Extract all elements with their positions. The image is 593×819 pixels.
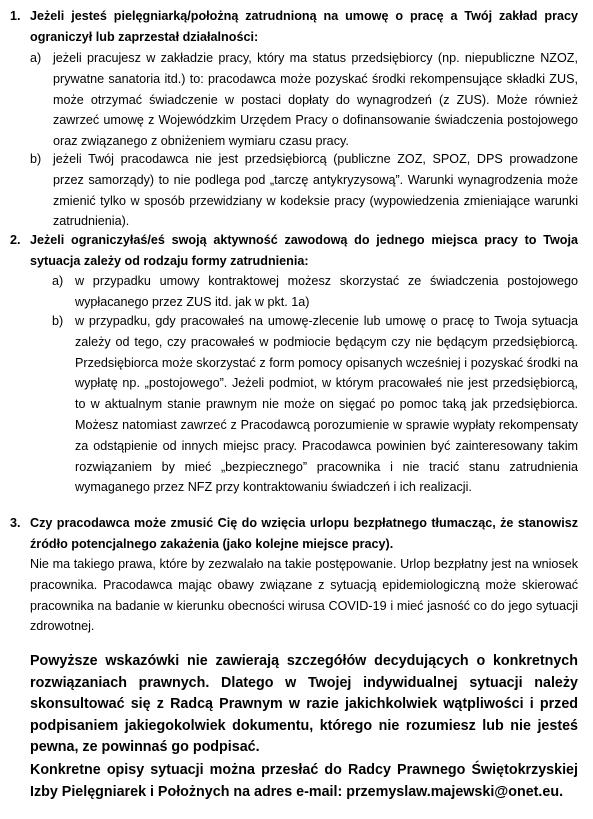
item-2a-label: a) <box>52 274 64 288</box>
item-1b-label: b) <box>30 152 42 166</box>
item-1-heading: Jeżeli jesteś pielęgniarką/położną zatrudnioną na umowę o pracę a Twój zakład pracy ograniczył lub zaprzestał działalności: <box>30 9 578 44</box>
item-3-heading: Czy pracodawca może zmusić Cię do wzięcia urlopu bezpłatnego tłumacząc, że stanowisz źródło potencjalnego zakażenia (jako kolejne miejsce pracy). <box>30 516 578 551</box>
item-2-heading: Jeżeli ograniczyłaś/eś swoją aktywność zawodową do jednego miejsca pracy to Twoja sytuacja zależy od rodzaju formy zatrudnienia: <box>30 233 578 268</box>
item-2b-label: b) <box>52 314 64 328</box>
contact-note: Konkretne opisy sytuacji można przesłać do Radcy Prawnego Świętokrzyskiej Izby Pielęgniarek i Położnych na adres e-mail: przemyslaw.majewski@onet.eu. <box>30 762 578 800</box>
item-1b-text: jeżeli Twój pracodawca nie jest przedsiębiorcą (publiczne ZOZ, SPOZ, DPS prowadzone przez samorządy) to nie podlega pod „tarczę antykryzysową”. Warunki wynagrodzenia może zmienić tylko w sposób przewidziany w kodeksie pracy (wypowiedzenia zmieniające warunki zatrudnienia). <box>53 152 578 229</box>
item-2b-text: w przypadku, gdy pracowałeś na umowę-zlecenie lub umowę o pracę to Twoja sytuacja zależy od tego, czy pracowałeś w podmiocie będącym czy nie będącym przedsiębiorcą. Przedsiębiorca może skorzystać z form pomocy opisanych wcześniej i pozyskać środki na wypłatę np. „postojowego”. Jeżeli podmiot, w którym pracowałeś nie jest przedsiębiorcą, to w aktualnym stanie prawnym nie może on sięgać po pomoc taką jak przedsiębiorca. Możesz natomiast zawrzeć z Pracodawcą porozumienie w sprawie wypłaty rekompensaty za odstąpienie od innych miejsc pracy. Pracodawca powinien być zainteresowany takim rozwiązaniem by mieć „bezpiecznego” pracownika i nie tracić stanu zatrudnienia wymaganego przez NFZ przy kontraktowaniu świadczeń i ich realizacji. <box>75 314 578 495</box>
final-note: Powyższe wskazówki nie zawierają szczegółów decydujących o konkretnych rozwiązaniach prawnych. Dlatego w Twojej indywidualnej sytuacji należy skonsultować się z Radcą Prawnym w razie jakichkolwiek wątpliwości i przed podpisaniem jakiegokolwiek dokumentu, którego nie rozumiesz lub nie jesteś pewna, ze powinnaś go podpisać. <box>30 653 578 756</box>
item-1a-label: a) <box>30 51 42 65</box>
item-3-body: Nie ma takiego prawa, które by zezwalało na takie postępowanie. Urlop bezpłatny jest na wniosek pracownika. Pracodawca mając obawy związane z sytuacją epidemiologiczną może skierować pracownika na badanie w kierunku obecności wirusa COVID-19 i mieć jasność co do jego sytuacji zdrowotnej. <box>30 557 578 634</box>
item-2a-text: w przypadku umowy kontraktowej możesz skorzystać ze świadczenia postojowego wypłacanego przez ZUS itd. jak w pkt. 1a) <box>75 274 578 309</box>
item-2-number: 2. <box>10 233 21 247</box>
item-1a-text: jeżeli pracujesz w zakładzie pracy, który ma status przedsiębiorcy (np. niepubliczne NZOZ, prywatne sanatoria itd.) to: pracodawca może pozyskać środki rekompensujące składki ZUS, może otrzymać świadczenie w postaci dopłaty do wynagrodzeń (z ZUS). Może również zawrzeć umowę z Wojewódzkim Urzędem Pracy o dofinansowanie świadczenia postojowego oraz związanego z obniżeniem wymiaru czasu pracy. <box>53 51 578 149</box>
item-1-number: 1. <box>10 9 21 23</box>
item-3-number: 3. <box>10 516 21 530</box>
